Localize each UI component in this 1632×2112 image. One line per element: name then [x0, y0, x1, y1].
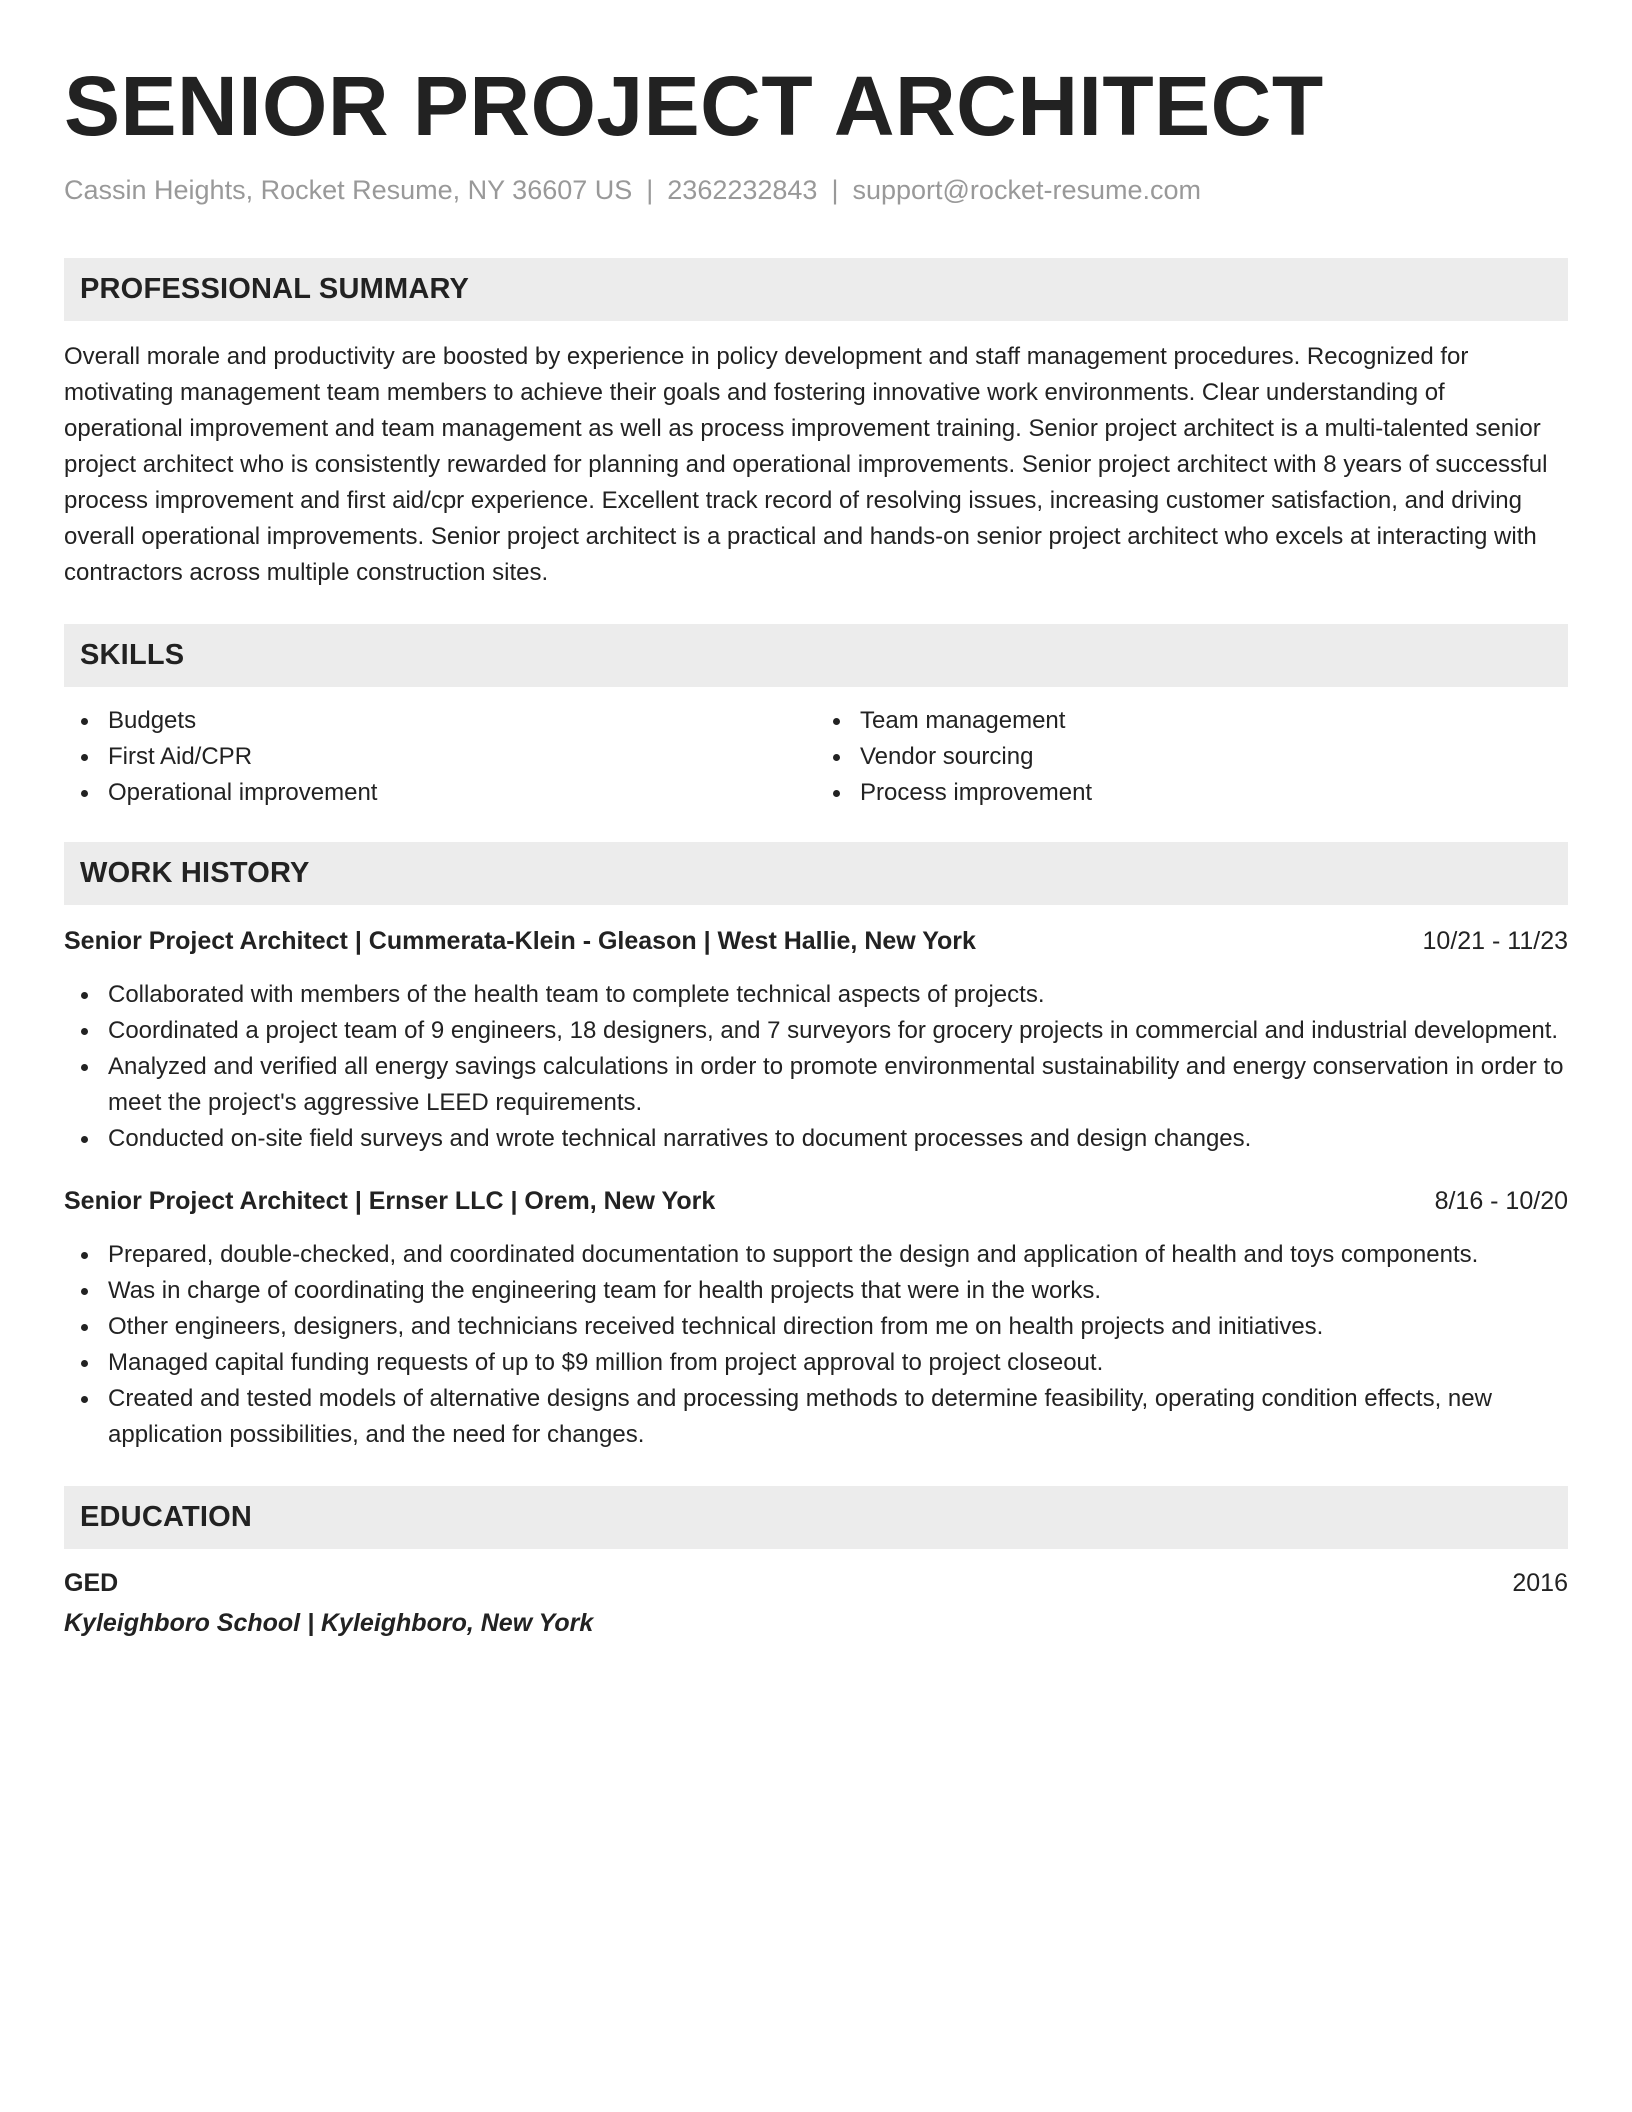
skill-item: Process improvement	[816, 775, 1568, 811]
skill-item: Vendor sourcing	[816, 739, 1568, 775]
job-bullet: Conducted on-site field surveys and wrote technical narratives to document processes and design changes.	[64, 1121, 1568, 1157]
skills-section-header: SKILLS	[64, 624, 1568, 687]
skill-item: First Aid/CPR	[64, 739, 816, 775]
skills-grid	[64, 703, 1568, 811]
job-bullet: Coordinated a project team of 9 engineers, 18 designers, and 7 surveyors for grocery projects in commercial and industrial development.	[64, 1013, 1568, 1049]
skill-item: Budgets	[64, 703, 816, 739]
education-heading-row	[64, 1565, 1568, 1601]
job-entry	[64, 1183, 1568, 1453]
summary-section-header: PROFESSIONAL SUMMARY	[64, 258, 1568, 321]
job-bullet: Collaborated with members of the health team to complete technical aspects of projects.	[64, 977, 1568, 1013]
contact-email: support@rocket-resume.com	[852, 175, 1201, 205]
job-heading-row	[64, 1183, 1568, 1219]
summary-text: Overall morale and productivity are boosted by experience in policy development and staff management procedures. Recognized for motivating management team members to achieve their goals and fostering innovative work environments. Clear understanding of operational improvement and team management as well as process improvement training. Senior project architect is a multi-talented senior project architect who is consistently rewarded for planning and operational improvements. Senior project architect with 8 years of successful process improvement and first aid/cpr experience. Excellent track record of resolving issues, increasing customer satisfaction, and driving overall operational improvements. Senior project architect is a practical and hands-on senior project architect who excels at interacting with contractors across multiple construction sites.	[64, 343, 1548, 586]
contact-separator: |	[831, 175, 839, 205]
job-bullet-list	[64, 977, 1568, 1157]
job-bullet: Prepared, double-checked, and coordinated documentation to support the design and application of health and toys components.	[64, 1237, 1568, 1273]
job-entry	[64, 923, 1568, 1157]
skill-item: Team management	[816, 703, 1568, 739]
skills-column-right	[816, 703, 1568, 811]
job-dates: 8/16 - 10/20	[1434, 1187, 1568, 1215]
contact-address: Cassin Heights, Rocket Resume, NY 36607 US	[64, 175, 633, 205]
education-degree: GED	[64, 1569, 119, 1597]
job-heading-row	[64, 923, 1568, 959]
contact-line	[64, 172, 1568, 208]
job-bullet: Was in charge of coordinating the engineering team for health projects that were in the works.	[64, 1273, 1568, 1309]
work-section-header: WORK HISTORY	[64, 842, 1568, 905]
contact-separator: |	[646, 175, 654, 205]
job-bullet: Analyzed and verified all energy savings calculations in order to promote environmental sustainability and energy conservation in order to meet the project's aggressive LEED requirements.	[64, 1049, 1568, 1121]
job-bullet: Managed capital funding requests of up to $9 million from project approval to project closeout.	[64, 1345, 1568, 1381]
job-dates: 10/21 - 11/23	[1422, 927, 1568, 955]
skills-column-left	[64, 703, 816, 811]
resume-name: SENIOR PROJECT ARCHITECT	[64, 59, 1324, 153]
education-section-header: EDUCATION	[64, 1486, 1568, 1549]
skill-item: Operational improvement	[64, 775, 816, 811]
education-entry	[64, 1565, 1568, 1641]
job-bullet: Other engineers, designers, and technicians received technical direction from me on health projects and initiatives.	[64, 1309, 1568, 1345]
job-bullet: Created and tested models of alternative designs and processing methods to determine feasibility, operating condition effects, new application possibilities, and the need for changes.	[64, 1381, 1568, 1453]
education-school: Kyleighboro School | Kyleighboro, New York	[64, 1609, 594, 1637]
contact-phone: 2362232843	[667, 175, 818, 205]
education-year: 2016	[1512, 1569, 1568, 1597]
job-title: Senior Project Architect | Ernser LLC | Orem, New York	[64, 1187, 716, 1215]
job-bullet-list	[64, 1237, 1568, 1453]
job-title: Senior Project Architect | Cummerata-Klein - Gleason | West Hallie, New York	[64, 927, 976, 955]
